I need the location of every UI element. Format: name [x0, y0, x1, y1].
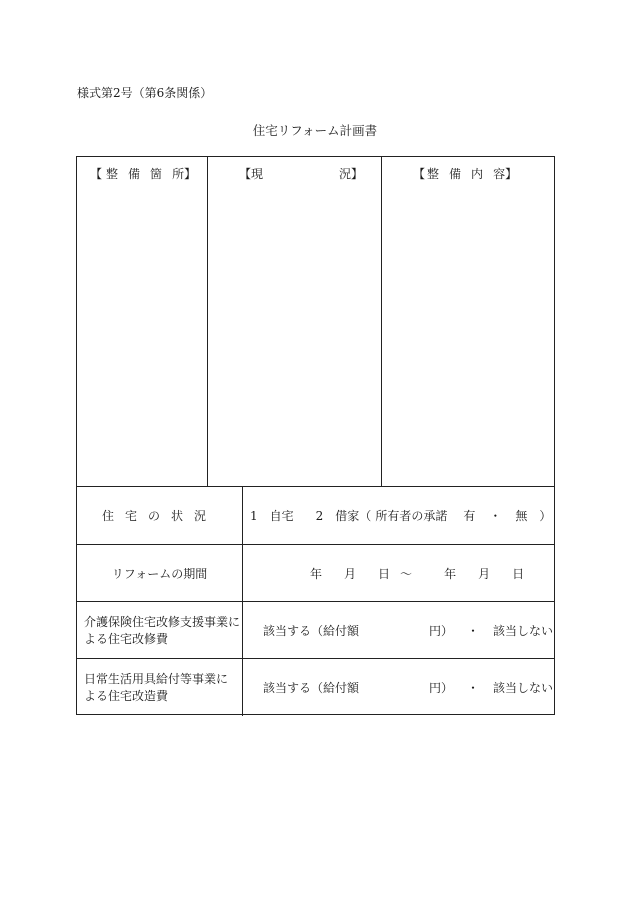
care-insurance-label: 介護保険住宅改修支援事業に よる住宅改修費 — [84, 614, 241, 646]
daily-applies[interactable]: 該当する（給付額 — [263, 681, 360, 695]
row-housing-status — [77, 487, 554, 544]
housing-status-label: 住宅の状況 — [101, 509, 217, 523]
row-daily-living — [77, 658, 554, 716]
daily-not-applies[interactable]: 該当しない — [493, 681, 554, 695]
column-divider — [207, 157, 208, 487]
option-rented-home[interactable]: 2 借家（ — [315, 509, 372, 523]
row-care-insurance — [77, 601, 554, 659]
renovation-period-field[interactable]: 年 月 日 ～ 年 月 日 — [310, 567, 525, 581]
details-table — [76, 486, 555, 715]
consent-yes[interactable]: 有 — [463, 509, 476, 523]
row-renovation-period — [77, 544, 554, 602]
daily-living-field: 該当する（給付額 円） ・ 該当しない — [263, 681, 554, 695]
header-renovation-details: 【 整 備 内 容】 — [413, 167, 518, 181]
care-insurance-field: 該当する（給付額 円） ・ 該当しない — [263, 624, 554, 638]
option-own-home[interactable]: 1 自宅 — [250, 509, 294, 523]
plan-table — [76, 156, 555, 487]
header-renovation-location: 【 整 備 箇 所】 — [90, 167, 197, 181]
column-divider — [381, 157, 382, 487]
care-applies[interactable]: 該当する（給付額 — [263, 624, 360, 638]
document-title: 住宅リフォーム計画書 — [252, 123, 378, 138]
housing-status-options: 1 自宅 2 借家（ 所有者の承諾 有 ・ 無 ） — [250, 509, 552, 523]
care-not-applies[interactable]: 該当しない — [493, 624, 554, 638]
consent-no[interactable]: 無 — [515, 509, 528, 523]
owner-consent-label: 所有者の承諾 — [375, 509, 448, 523]
header-current-state: 【現 況】 — [239, 167, 364, 181]
renovation-period-label: リフォームの期間 — [111, 567, 208, 581]
daily-living-label: 日常生活用具給付等事業に よる住宅改造費 — [84, 671, 229, 703]
form-number: 様式第2号（第6条関係） — [77, 86, 213, 100]
